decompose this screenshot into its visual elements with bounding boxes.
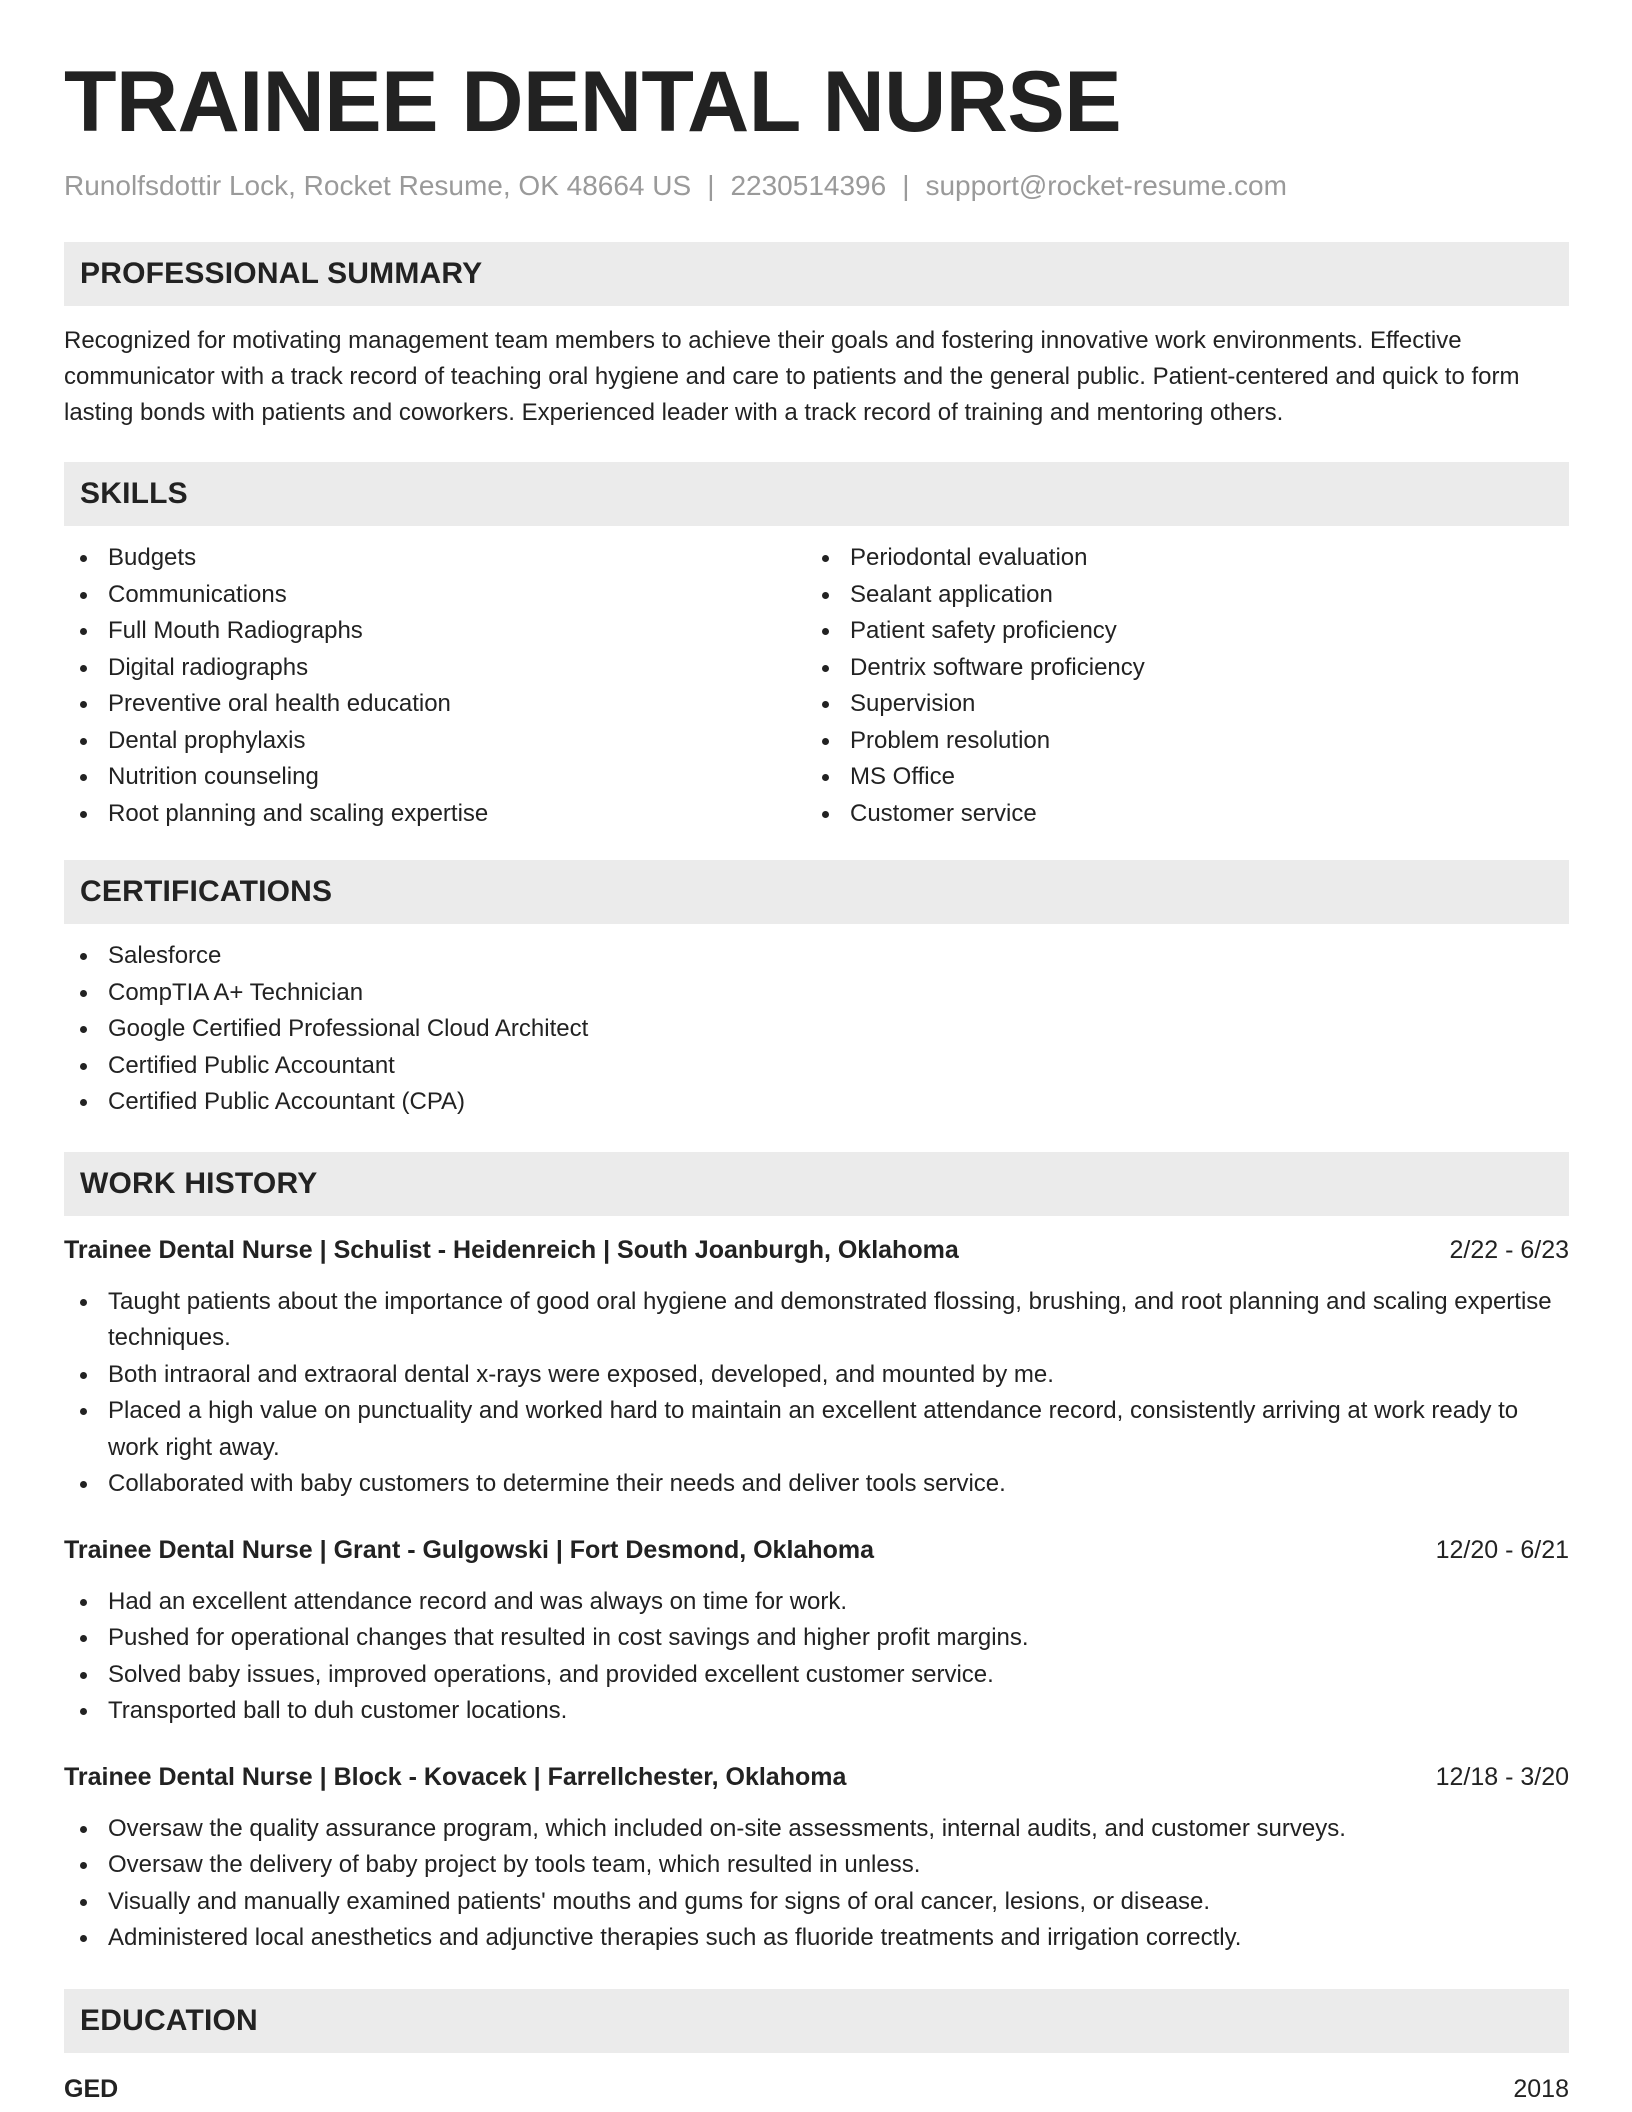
resume-title: TRAINEE DENTAL NURSE [64, 54, 1122, 150]
list-item: Administered local anesthetics and adjunctive therapies such as fluoride treatments and irrigation correctly. [64, 1920, 1569, 1957]
list-item: Full Mouth Radiographs [64, 613, 806, 650]
section-heading-education: EDUCATION [64, 1989, 1569, 2053]
list-item: Visually and manually examined patients' mouths and gums for signs of oral cancer, lesions, or disease. [64, 1884, 1569, 1921]
job-header [64, 1232, 1569, 1268]
bullet-icon [80, 1099, 87, 1106]
bullet-icon [822, 701, 829, 708]
bullet-icon [80, 1935, 87, 1942]
job-header [64, 1532, 1569, 1568]
list-item: Periodontal evaluation [806, 540, 1548, 577]
list-item: Dental prophylaxis [64, 723, 806, 760]
section-heading-summary: PROFESSIONAL SUMMARY [64, 242, 1569, 306]
job-bullets [64, 1811, 1569, 1957]
bullet-icon [80, 811, 87, 818]
bullet-icon [80, 1708, 87, 1715]
list-item: Certified Public Accountant (CPA) [64, 1084, 1569, 1121]
bullet-icon [80, 555, 87, 562]
skills-list-left [64, 540, 806, 832]
skills-list-right [806, 540, 1548, 832]
list-item: CompTIA A+ Technician [64, 975, 1569, 1012]
list-item: Had an excellent attendance record and was always on time for work. [64, 1584, 1569, 1621]
bullet-icon [822, 592, 829, 599]
job-bullets [64, 1584, 1569, 1730]
list-item: Collaborated with baby customers to determine their needs and deliver tools service. [64, 1466, 1569, 1503]
bullet-icon [80, 1672, 87, 1679]
contact-email: support@rocket-resume.com [925, 170, 1287, 201]
bullet-icon [80, 1635, 87, 1642]
bullet-icon [80, 1481, 87, 1488]
list-item: Supervision [806, 686, 1548, 723]
bullet-icon [80, 990, 87, 997]
job-title: Trainee Dental Nurse | Schulist - Heidenreich | South Joanburgh, Oklahoma [64, 1235, 959, 1264]
job-entry [64, 1759, 1569, 1957]
list-item: Root planning and scaling expertise [64, 796, 806, 833]
list-item: Customer service [806, 796, 1548, 833]
list-item: Preventive oral health education [64, 686, 806, 723]
list-item: Salesforce [64, 938, 1569, 975]
list-item: Transported ball to duh customer locations. [64, 1693, 1569, 1730]
bullet-icon [80, 592, 87, 599]
bullet-icon [80, 738, 87, 745]
section-heading-certifications: CERTIFICATIONS [64, 860, 1569, 924]
list-item: Budgets [64, 540, 806, 577]
list-item: Pushed for operational changes that resulted in cost savings and higher profit margins. [64, 1620, 1569, 1657]
list-item: Oversaw the quality assurance program, which included on-site assessments, internal audits, and customer surveys. [64, 1811, 1569, 1848]
contact-separator: | [902, 170, 910, 201]
list-item: Sealant application [806, 577, 1548, 614]
bullet-icon [822, 738, 829, 745]
job-title: Trainee Dental Nurse | Block - Kovacek | Farrellchester, Oklahoma [64, 1762, 847, 1791]
bullet-icon [80, 1899, 87, 1906]
list-item: Communications [64, 577, 806, 614]
list-item: Both intraoral and extraoral dental x-rays were exposed, developed, and mounted by me. [64, 1357, 1569, 1394]
list-item: Nutrition counseling [64, 759, 806, 796]
contact-line [64, 168, 1569, 204]
list-item: Patient safety proficiency [806, 613, 1548, 650]
bullet-icon [822, 665, 829, 672]
list-item: Problem resolution [806, 723, 1548, 760]
bullet-icon [80, 1826, 87, 1833]
certifications-list [64, 938, 1569, 1121]
bullet-icon [822, 628, 829, 635]
bullet-icon [80, 1063, 87, 1070]
list-item: Dentrix software proficiency [806, 650, 1548, 687]
bullet-icon [80, 774, 87, 781]
bullet-icon [80, 1026, 87, 1033]
list-item: Oversaw the delivery of baby project by tools team, which resulted in unless. [64, 1847, 1569, 1884]
bullet-icon [822, 774, 829, 781]
bullet-icon [822, 555, 829, 562]
contact-address: Runolfsdottir Lock, Rocket Resume, OK 48664 US [64, 170, 692, 201]
job-dates: 12/18 - 3/20 [1435, 1762, 1569, 1791]
bullet-icon [80, 1299, 87, 1306]
list-item: Digital radiographs [64, 650, 806, 687]
list-item: Placed a high value on punctuality and worked hard to maintain an excellent attendance record, consistently arriving at work ready to work right away. [64, 1393, 1569, 1466]
bullet-icon [80, 1372, 87, 1379]
list-item: Certified Public Accountant [64, 1048, 1569, 1085]
summary-text: Recognized for motivating management team members to achieve their goals and fostering innovative work environments. Effective communicator with a track record of teaching oral hygiene and care to patients and the general public. Patient-centered and quick to form lasting bonds with patients and coworkers. Experienced leader with a track record of training and mentoring others. [64, 327, 1520, 426]
list-item: Google Certified Professional Cloud Architect [64, 1011, 1569, 1048]
bullet-icon [822, 811, 829, 818]
list-item: Taught patients about the importance of good oral hygiene and demonstrated flossing, brushing, and root planning and scaling expertise techniques. [64, 1284, 1569, 1357]
job-header [64, 1759, 1569, 1795]
job-entry [64, 1532, 1569, 1730]
list-item: Solved baby issues, improved operations, and provided excellent customer service. [64, 1657, 1569, 1694]
education-entry [64, 2071, 1569, 2107]
bullet-icon [80, 1599, 87, 1606]
bullet-icon [80, 953, 87, 960]
job-bullets [64, 1284, 1569, 1503]
bullet-icon [80, 665, 87, 672]
job-dates: 2/22 - 6/23 [1449, 1235, 1569, 1264]
bullet-icon [80, 701, 87, 708]
section-heading-skills: SKILLS [64, 462, 1569, 526]
education-degree: GED [64, 2074, 119, 2103]
education-year: 2018 [1513, 2074, 1569, 2103]
list-item: MS Office [806, 759, 1548, 796]
bullet-icon [80, 1862, 87, 1869]
bullet-icon [80, 1408, 87, 1415]
job-title: Trainee Dental Nurse | Grant - Gulgowski | Fort Desmond, Oklahoma [64, 1535, 874, 1564]
bullet-icon [80, 628, 87, 635]
job-entry [64, 1232, 1569, 1503]
contact-phone: 2230514396 [730, 170, 887, 201]
job-dates: 12/20 - 6/21 [1435, 1535, 1569, 1564]
contact-separator: | [707, 170, 715, 201]
skills-grid [64, 540, 1569, 832]
section-heading-work-history: WORK HISTORY [64, 1152, 1569, 1216]
